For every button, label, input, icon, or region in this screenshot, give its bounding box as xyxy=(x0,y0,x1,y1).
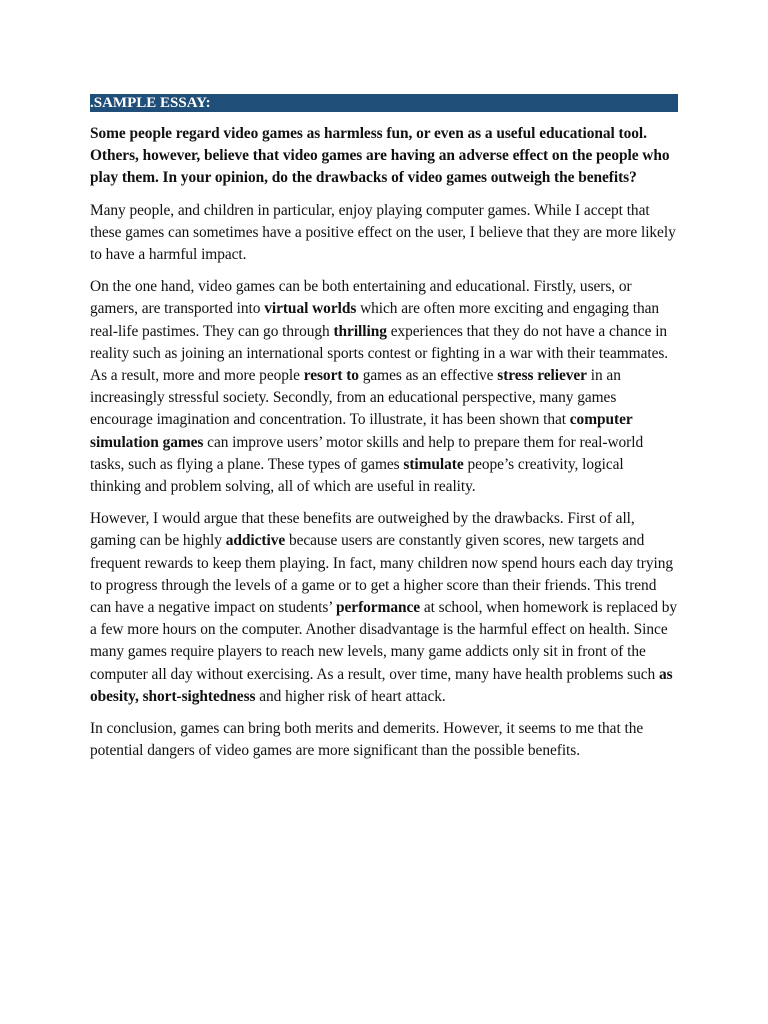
body-paragraph-2 xyxy=(90,508,678,708)
text-run: peope’s creativity, logical thinking and problem solving, all of which are useful in reality. xyxy=(90,455,624,496)
bold-term: performance xyxy=(336,599,421,617)
text-run: experiences that they do not have a chance in reality such as joining an international sports contest or fighting in a war with their teammates. As a result, more and more people xyxy=(90,322,669,385)
text-run: at school, when homework is replaced by a few more hours on the computer. Another disadvantage is the harmful effect on health. Since many games require players to reach new levels, many game addicts only sit in front of the computer all day without exercising. As a result, over time, many have health problems such xyxy=(90,599,678,683)
text-run: On the one hand, video games can be both entertaining and educational. Firstly, users, or gamers, are transported into xyxy=(90,278,632,318)
bold-term: addictive xyxy=(225,532,286,550)
section-heading: .SAMPLE ESSAY: xyxy=(90,94,678,112)
text-run: because users are constantly given scores, new targets and frequent rewards to keep them playing. In fact, many children now spend hours each day trying to progress through the levels of a game or to get a higher score than their friends. This trend can have a negative impact on students’ xyxy=(90,532,673,617)
bold-term: virtual worlds xyxy=(264,300,357,318)
bold-term: computer simulation games xyxy=(90,411,633,451)
bold-term: stress reliever xyxy=(497,367,587,385)
bold-term: resort to xyxy=(303,367,359,385)
text-run: can improve users’ motor skills and help to prepare them for real-world tasks, such as flying a plane. These types of games xyxy=(90,433,644,473)
bold-term: thrilling xyxy=(333,322,387,340)
intro-paragraph: Many people, and children in particular, enjoy playing computer games. While I accept that these games can sometimes have a positive effect on the user, I believe that they are more likely to have a harmful impact. xyxy=(90,201,676,264)
bold-term: as obesity, short-sightedness xyxy=(90,665,673,705)
text-run: and higher risk of heart attack. xyxy=(255,687,446,705)
text-run: in an increasingly stressful society. Secondly, from an educational perspective, many games encourage imagination and concentration. To illustrate, it has been shown that xyxy=(90,367,621,429)
text-run: However, I would argue that these benefits are outweighed by the drawbacks. First of all, gaming can be highly xyxy=(90,510,635,550)
conclusion-paragraph: In conclusion, games can bring both merits and demerits. However, it seems to me that the potential dangers of video games are more significant than the possible benefits. xyxy=(90,720,644,760)
text-run: games as an effective xyxy=(358,367,498,385)
essay-page xyxy=(90,94,678,772)
essay-prompt: Some people regard video games as harmless fun, or even as a useful educational tool. Others, however, believe that video games are having an adverse effect on the people who play them. In your opinion, do the drawbacks of video games outweigh the benefits? xyxy=(90,125,670,187)
bold-term: stimulate xyxy=(403,455,464,473)
body-paragraph-1 xyxy=(90,276,678,498)
text-run: which are often more exciting and engaging than real-life pastimes. They can go through xyxy=(90,300,660,340)
